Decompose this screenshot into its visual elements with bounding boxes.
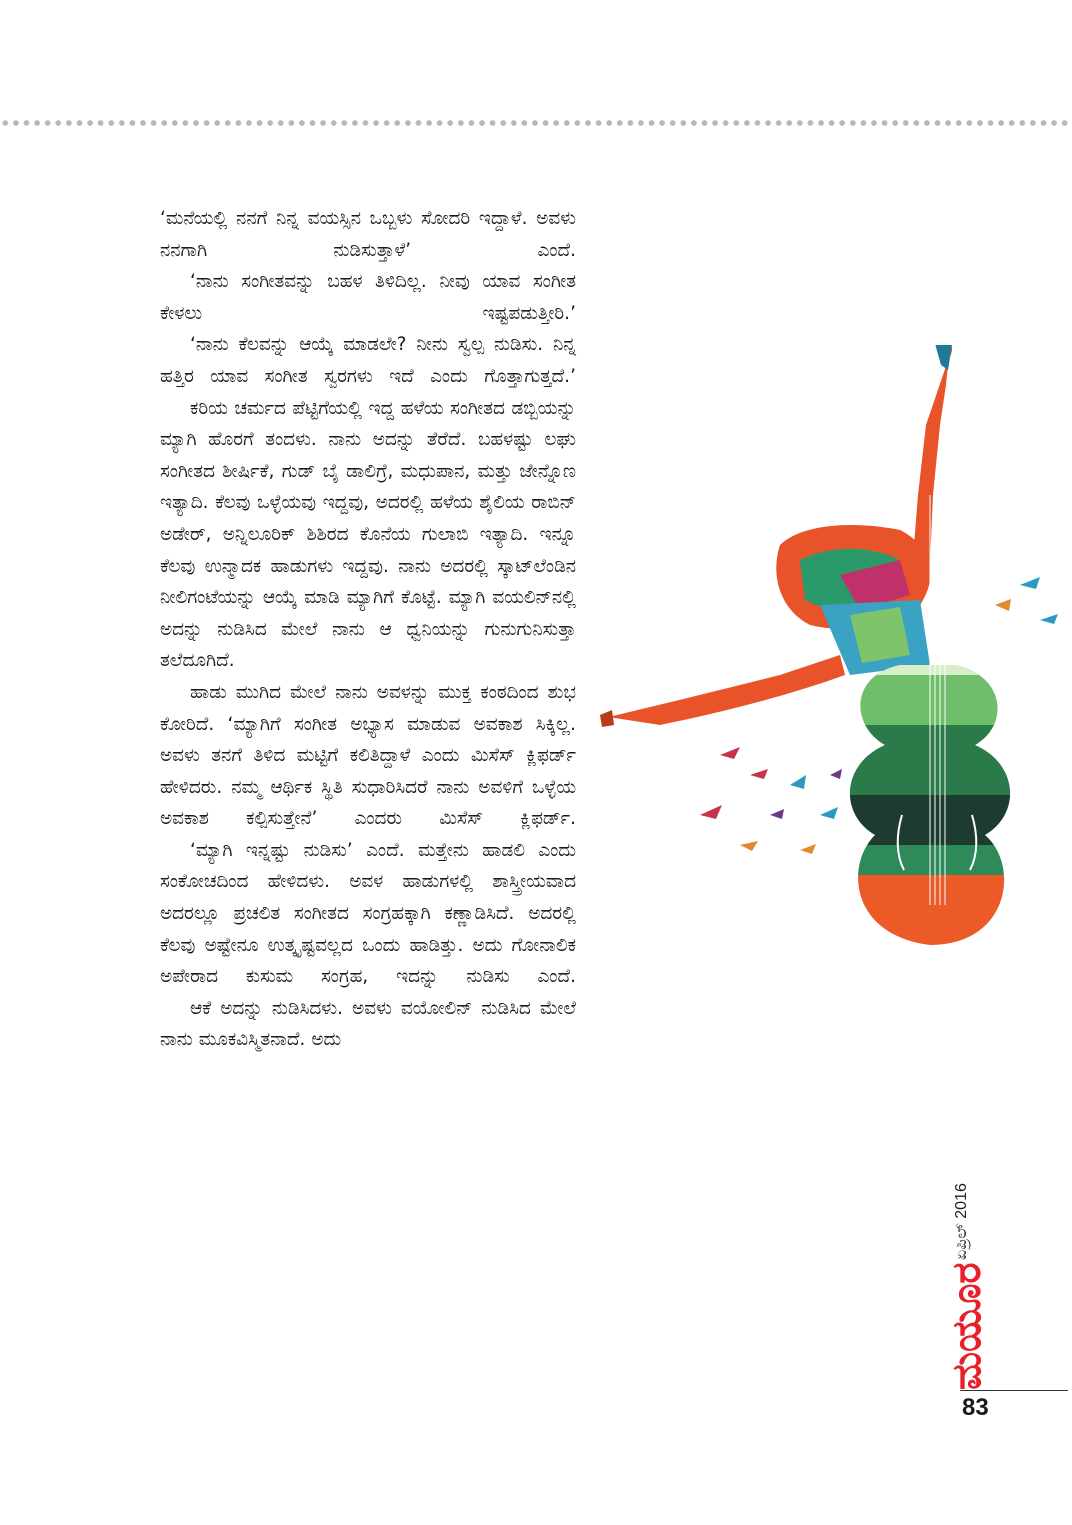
paragraph-3: ‘ನಾನು ಕೆಲವನ್ನು ಆಯ್ಕೆ ಮಾಡಲೇ? ನೀನು ಸ್ವಲ್ಪ ನುಡಿಸು. ನಿನ್ನ ಹತ್ತಿರ ಯಾವ ಸಂಗೀತ ಸ್ವರಗಳು ಇದೆ ಎಂದು ಗೊತ್ತಾಗುತ್ತದೆ.’	[160, 334, 576, 387]
sidebar-masthead	[945, 1110, 993, 1390]
paragraph-7: ಆಕೆ ಅದನ್ನು ನುಡಿಸಿದಳು. ಅವಳು ವಯೋಲಿನ್ ನುಡಿಸಿದ ಮೇಲೆ ನಾನು ಮೂಕವಿಸ್ಮಿತನಾದೆ. ಅದು	[160, 997, 576, 1051]
page-number: 83	[962, 1394, 989, 1421]
magazine-logo: ಮಯೂರ	[944, 1262, 990, 1390]
paragraph-6: ‘ಮ್ಯಾಗಿ ಇನ್ನಷ್ಟು ನುಡಿಸು’ ಎಂದೆ. ಮತ್ತೇನು ಹಾಡಲಿ ಎಂದು ಸಂಕೋಚದಿಂದ ಹೇಳಿದಳು. ಅವಳ ಹಾಡುಗಳಲ್ಲಿ ಶಾಸ್ತ್ರೀಯವಾದ ಅದರಲ್ಲೂ ಪ್ರಚಲಿತ ಸಂಗೀತದ ಸಂಗ್ರಹಕ್ಕಾಗಿ ಕಣ್ಣಾಡಿಸಿದೆ. ಅದರಲ್ಲಿ ಕೆಲವು ಅಷ್ಟೇನೂ ಉತ್ಕೃಷ್ಟವಲ್ಲದ ಒಂದು ಹಾಡಿತ್ತು. ಅದು ಗೋನಾಲಿಕ ಅಪೇರಾದ ಕುಸುಮ ಸಂಗ್ರಹ, ಇದನ್ನು ನುಡಿಸು ಎಂದೆ.	[160, 839, 576, 988]
footer-rule	[960, 1390, 1068, 1391]
violin-dancer-illustration	[600, 345, 1072, 985]
issue-month: ಏಪ್ರಿಲ್ 2016	[953, 1183, 970, 1260]
dotted-rule	[0, 118, 1072, 128]
paragraph-2: ‘ನಾನು ಸಂಗೀತವನ್ನು ಬಹಳ ತಿಳಿದಿಲ್ಲ. ನೀವು ಯಾವ ಸಂಗೀತ ಕೇಳಲು ಇಷ್ಟಪಡುತ್ತೀರಿ.’	[160, 271, 576, 324]
paragraph-5: ಹಾಡು ಮುಗಿದ ಮೇಲೆ ನಾನು ಅವಳನ್ನು ಮುಕ್ತ ಕಂಠದಿಂದ ಶುಭ ಕೋರಿದೆ. ‘ಮ್ಯಾಗಿಗೆ ಸಂಗೀತ ಅಭ್ಯಾಸ ಮಾಡುವ ಅವಕಾಶ ಸಿಕ್ಕಿಲ್ಲ. ಅವಳು ತನಗೆ ತಿಳಿದ ಮಟ್ಟಿಗೆ ಕಲಿತಿದ್ದಾಳೆ ಎಂದು ಮಿಸೆಸ್ ಕ್ಲಿಫರ್ಡ್ ಹೇಳಿದರು. ನಮ್ಮ ಆರ್ಥಿಕ ಸ್ಥಿತಿ ಸುಧಾರಿಸಿದರೆ ನಾನು ಅವಳಿಗೆ ಒಳ್ಳೆಯ ಅವಕಾಶ ಕಲ್ಪಿಸುತ್ತೇನೆ’ ಎಂದರು ಮಿಸೆಸ್ ಕ್ಲಿಫರ್ಡ್.	[160, 681, 576, 830]
paragraph-1: ‘ಮನೆಯಲ್ಲಿ ನನಗೆ ನಿನ್ನ ವಯಸ್ಸಿನ ಒಬ್ಬಳು ಸೋದರಿ ಇದ್ದಾಳೆ. ಅವಳು ನನಗಾಗಿ ನುಡಿಸುತ್ತಾಳೆ’ ಎಂದೆ.	[160, 208, 576, 261]
paragraph-4: ಕರಿಯ ಚರ್ಮದ ಪೆಟ್ಟಿಗೆಯಲ್ಲಿ ಇದ್ದ ಹಳೆಯ ಸಂಗೀತದ ಡಬ್ಬಿಯನ್ನು ಮ್ಯಾಗಿ ಹೊರಗೆ ತಂದಳು. ನಾನು ಅದನ್ನು ತೆರೆದೆ. ಬಹಳಷ್ಟು ಲಘು ಸಂಗೀತದ ಶೀರ್ಷಿಕೆ, ಗುಡ್ ಬೈ ಡಾಲಿಗ್ರೆ, ಮಧುಪಾನ, ಮತ್ತು ಜೇನ್ನೊಣ ಇತ್ಯಾದಿ. ಕೆಲವು ಒಳ್ಳೆಯವು ಇದ್ದವು, ಅದರಲ್ಲಿ ಹಳೆಯ ಶೈಲಿಯ ರಾಬಿನ್ ಅಡೇರ್, ಅನ್ನಿಲೂರಿಕ್ ಶಿಶಿರದ ಕೊನೆಯ ಗುಲಾಬಿ ಇತ್ಯಾದಿ. ಇನ್ನೂ ಕೆಲವು ಉನ್ಮಾದಕ ಹಾಡುಗಳು ಇದ್ದವು. ನಾನು ಅದರಲ್ಲಿ ಸ್ಕಾಟ್‌ಲೆಂಡಿನ ನೀಲಿಗಂಟೆಯನ್ನು ಆಯ್ಕೆ ಮಾಡಿ ಮ್ಯಾಗಿಗೆ ಕೊಟ್ಟೆ. ಮ್ಯಾಗಿ ವಯಲಿನ್‌ನಲ್ಲಿ ಅದನ್ನು ನುಡಿಸಿದ ಮೇಲೆ ನಾನು ಆ ಧ್ವನಿಯನ್ನು ಗುನುಗುನಿಸುತ್ತಾ ತಲೆದೂಗಿದೆ.	[160, 397, 576, 672]
article-column	[160, 203, 576, 1056]
